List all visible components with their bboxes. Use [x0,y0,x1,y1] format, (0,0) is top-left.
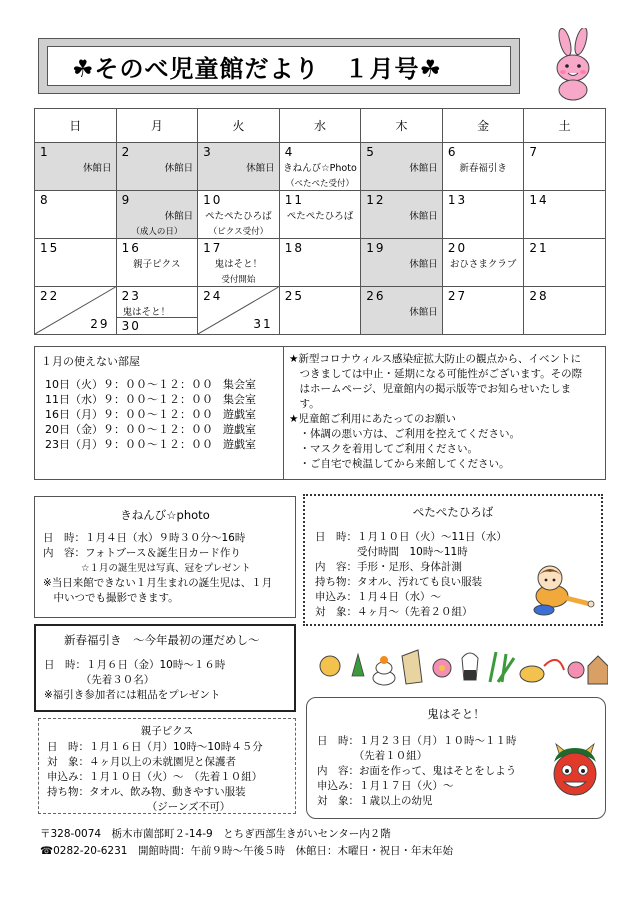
calendar-day-14 [524,191,606,239]
calendar-day-9 [116,191,198,239]
calendar-day-2 [116,143,198,191]
shinshun-line: （先着３０名） [44,674,155,686]
petapeta-line: 申込み：１月４日（水）～ [315,591,441,603]
calendar-week-2 [35,191,606,239]
day-number: 16 [121,241,141,255]
room-name: 集会室 [223,393,256,406]
day-number: 20 [447,241,468,255]
calendar-day-6 [442,143,524,191]
newsletter-title-frame [38,38,520,94]
calendar-day-11 [279,191,361,239]
day-number: 25 [284,289,304,303]
info-box [34,346,606,480]
room-name: 遊戯室 [223,408,256,421]
bunny-illustration [545,28,603,102]
kinenbi-title: きねんび☆photo [120,508,210,522]
day-number: 10 [203,193,223,207]
calendar-day-20 [442,239,524,287]
footer-address: 〒328-0074 栃木市薗部町２-14-9 とちぎ西部生きがいセンター内２階 [40,828,391,840]
new-year-decoration-row [318,646,608,692]
petapeta-line: 対 象：４ヶ月～（先着２０組） [315,606,473,618]
list-item [45,392,256,407]
petapeta-line: 内 容：手形・足形、身体計測 [315,561,462,573]
oni-line: （先着１０組） [317,750,428,762]
shinshun-line: 日 時：１月６日（金）10時～１６時 [44,659,226,671]
day-number: 12 [366,193,386,207]
day-number: 23 [121,289,141,303]
kinenbi-line: 日 時：１月４日（水）９時３０分～16時 [43,532,246,544]
title-panel [47,46,511,86]
day-number: 29 [90,317,110,331]
day-note: 鬼はそと！ [214,259,263,270]
oyako-line: 持ち物：タオル、飲み物、動きやすい服装 [47,786,246,798]
day-note: 休館日 [246,163,275,174]
calendar-day-5 [361,143,443,191]
unavailable-rooms-list [45,377,256,452]
day-subnote: （ぺたぺた受付） [285,179,354,189]
petapeta-line: 日 時：１月１０日（火）～11日（水） [315,531,507,543]
footer-contact: ☎0282-20-6231 開館時間：午前９時～午後５時 休館日：木曜日・祝日・年末年始 [40,845,453,857]
day-number: 18 [284,241,304,255]
calendar-day-8 [35,191,117,239]
calendar-day-10 [198,191,280,239]
oni-line: 内 容：お面を作って、鬼はそとをしよう [317,765,517,777]
day-number: 2 [121,145,132,159]
oyako-pikusu-box [38,718,296,814]
weekday-mon: 月 [116,109,198,143]
calendar-day-16 [116,239,198,287]
room-date: 16日（月）９：００～１２：００ [45,408,213,421]
weekday-fri: 金 [442,109,524,143]
weekday-wed: 水 [279,109,361,143]
oni-title: 鬼はそと！ [427,707,485,721]
weekday-header-row [35,109,606,143]
notice-line: ★児童館ご利用にあたってのお願い [289,413,456,425]
room-name: 遊戯室 [223,423,256,436]
calendar-day-19 [361,239,443,287]
calendar [34,108,606,335]
calendar-week-3 [35,239,606,287]
calendar-day-24-31 [198,287,280,335]
calendar-week-4 [35,287,606,335]
notice-line: はホームページ、児童館内の掲示版等でお知らせいたしま [289,383,572,395]
day-subnote: 受付開始 [221,275,256,285]
oyako-title: 親子ピクス [140,725,194,737]
day-note: 休館日 [409,259,438,270]
oni-line: 日 時：１月２３日（月）１０時～１１時 [317,735,517,747]
weekday-tue: 火 [198,109,280,143]
day-note: ぺたぺたひろば [286,211,354,222]
petapeta-line: 受付時間 10時～11時 [315,546,468,558]
day-number: 28 [529,289,549,303]
list-item [45,422,256,437]
calendar-week-1 [35,143,606,191]
calendar-day-23-30 [116,287,198,335]
kinenbi-photo-box [34,496,296,618]
notice [289,352,599,472]
day-number: 13 [447,193,468,207]
calendar-day-25 [279,287,361,335]
day-note: きねんび☆Photo [283,163,357,174]
day-note: 新春福引き [459,163,507,174]
weekday-sun: 日 [35,109,117,143]
calendar-day-21 [524,239,606,287]
day-note: 休館日 [409,307,438,318]
room-date: 23日（月）９：００～１２：００ [45,438,213,451]
list-item [45,407,256,422]
shinshun-line: ※福引き参加者には粗品をプレゼント [44,689,221,701]
list-item [45,377,256,392]
calendar-day-22-29 [35,287,117,335]
calendar-day-4 [279,143,361,191]
day-number: 9 [121,193,132,207]
day-number: 27 [447,289,468,303]
kinenbi-line: 中いつでも撮影できます。 [43,592,179,604]
kinenbi-line: ※当日来館できない１月生まれの誕生児は、１月 [43,577,273,589]
day-note: 休館日 [409,163,438,174]
day-number: 17 [203,241,223,255]
list-item [45,437,256,452]
notice-line: ★新型コロナウィルス感染症拡大防止の観点から、イベントに [289,353,581,365]
day-number: 31 [253,317,273,331]
calendar-day-18 [279,239,361,287]
room-name: 遊戯室 [223,438,256,451]
day-note: 休館日 [83,163,112,174]
room-date: 20日（金）９：００～１２：００ [45,423,213,436]
day-number: 11 [284,193,304,207]
day-number: 30 [121,319,141,333]
footer [40,826,453,860]
calendar-day-27 [442,287,524,335]
day-subnote: （ピクス受付） [208,227,269,237]
oyako-line: 日 時：１月１６日（月）10時～10時４５分 [47,741,263,753]
day-note: 鬼はそと！ [122,307,171,318]
oni-line: 対 象：１歳以上の幼児 [317,795,433,807]
notice-line: つきましては中止・延期になる可能性がございます。その際 [289,368,583,380]
notice-line: ・体調の悪い方は、ご利用を控えてください。 [289,428,520,440]
day-number: 3 [203,145,213,159]
calendar-day-28 [524,287,606,335]
calendar-day-13 [442,191,524,239]
day-number: 26 [366,289,386,303]
oyako-line: 対 象：４ヶ月以上の未就園児と保護者 [47,756,236,768]
calendar-day-7 [524,143,606,191]
calendar-day-3 [198,143,280,191]
day-number: 19 [366,241,386,255]
room-name: 集会室 [223,378,256,391]
day-number: 5 [366,145,376,159]
shinshun-title: 新春福引き ～今年最初の運だめし～ [64,633,260,647]
day-number: 7 [529,145,540,159]
day-note: 休館日 [164,211,194,222]
oni-line: 申込み：１月１７日（火）～ [317,780,454,792]
oyako-line: （ジーンズ不可） [47,801,231,813]
kinenbi-line: ☆１月の誕生児は写真、冠をプレゼント [43,563,251,574]
day-number: 15 [40,241,60,255]
notice-line: ・マスクを着用してご利用ください。 [289,443,478,455]
petapeta-line: 持ち物：タオル、汚れても良い服装 [315,576,483,588]
unavailable-rooms-title: １月の使えない部屋 [41,355,140,368]
oyako-line: 申込み：１月１０日（火）～ （先着１０組） [47,771,263,783]
day-note: ぺたぺたひろば [205,211,272,222]
calendar-day-12 [361,191,443,239]
calendar-day-1 [35,143,117,191]
newsletter-title: ☘そのべ児童館だより １月号☘ [72,54,443,83]
day-number: 4 [284,145,295,159]
day-number: 14 [529,193,549,207]
petapeta-title: ぺたぺたひろば [412,505,494,519]
weekday-sat: 土 [524,109,606,143]
notice-line: す。 [289,398,320,410]
cell-divider [117,317,198,318]
day-number: 21 [529,241,549,255]
day-number: 8 [40,193,50,207]
info-divider [283,347,284,479]
day-number: 24 [203,289,223,303]
calendar-day-17 [198,239,280,287]
red-demon-illustration [548,742,602,800]
day-number: 22 [40,289,60,303]
calendar-day-26 [361,287,443,335]
crawling-child-illustration [530,562,596,618]
day-subnote: （成人の日） [131,227,183,237]
day-number: 6 [447,145,458,159]
kinenbi-line: 内 容：フォトブース＆誕生日カード作り [43,547,241,559]
shinshun-fukubiki-box [34,624,296,712]
day-note: 休館日 [164,163,194,174]
room-date: 10日（火）９：００～１２：００ [45,378,213,391]
day-note: 休館日 [409,211,438,222]
day-note: 親子ピクス [133,259,181,270]
day-note: おひさまクラブ [449,259,517,270]
notice-line: ・ご自宅で検温してから来館してください。 [289,458,510,470]
calendar-day-15 [35,239,117,287]
room-date: 11日（水）９：００～１２：００ [45,393,213,406]
day-number: 1 [40,145,50,159]
weekday-thu: 木 [361,109,443,143]
